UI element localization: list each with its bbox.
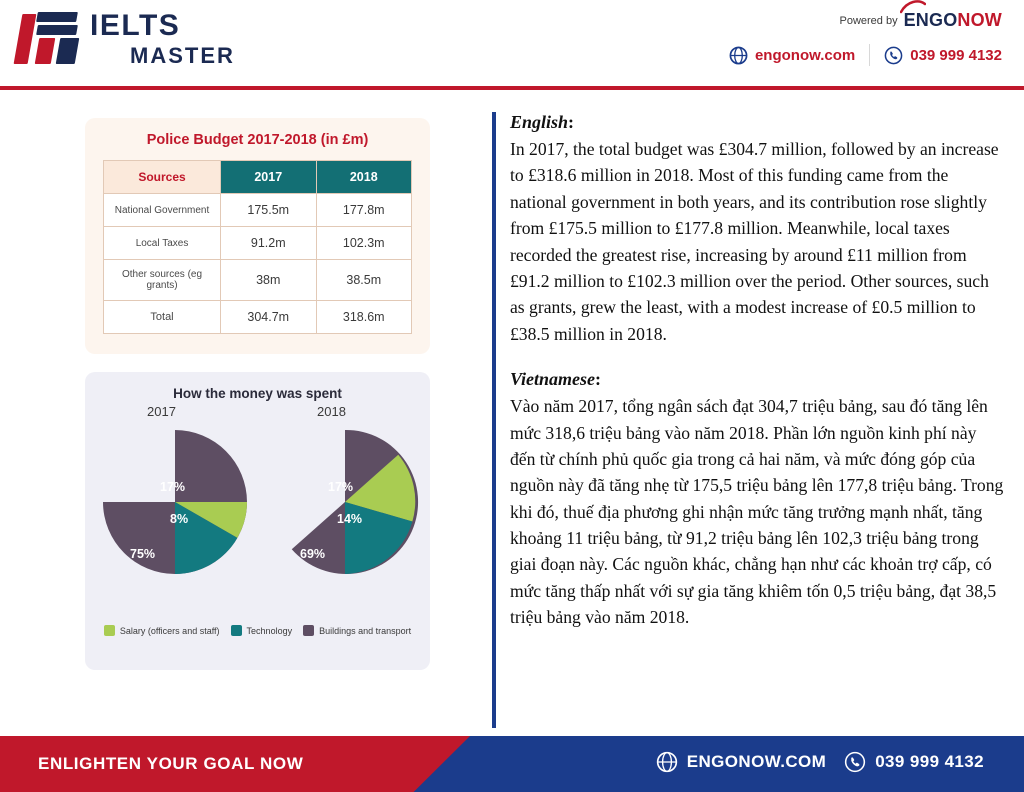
footer-website-link[interactable] [656, 751, 826, 773]
ielts-master-logo-icon [18, 10, 80, 68]
pie-year-label-2017: 2017 [147, 404, 176, 419]
vietnamese-heading-colon: : [595, 369, 601, 390]
pie-label-2018-salary: 17% [328, 480, 354, 494]
cell-national-government-2018: 177.8m [316, 194, 412, 227]
legend-label-salary: Salary (officers and staff) [119, 625, 220, 636]
header-contact-row [729, 44, 1002, 66]
globe-icon [729, 46, 748, 65]
vietnamese-heading-text: Vietnamese [510, 369, 595, 390]
cell-other-sources-2017: 38m [221, 260, 316, 301]
phone-icon [844, 751, 866, 773]
header-divider [869, 44, 870, 66]
pie-label-2018-buildings: 69% [300, 547, 326, 561]
right-column [492, 112, 1004, 631]
col-header-2017: 2017 [221, 161, 316, 194]
header-phone-text: 039 999 4132 [910, 46, 1002, 64]
logo-line-2: MASTER [130, 43, 235, 68]
footer-phone-link[interactable] [844, 751, 984, 773]
header-bottom-rule [0, 86, 1024, 90]
left-column [85, 118, 430, 670]
english-section-heading [510, 112, 1004, 133]
col-header-2018: 2018 [316, 161, 412, 194]
legend-label-technology: Technology [246, 625, 293, 636]
pie-label-2017-buildings: 75% [130, 547, 156, 561]
pie-chart-2018 [270, 427, 420, 577]
header-website-link[interactable] [729, 46, 855, 65]
legend-swatch-technology [231, 625, 242, 636]
pie-chart-2017 [100, 427, 250, 577]
legend-swatch-salary [104, 625, 115, 636]
english-heading-text: English [510, 112, 569, 132]
table-row [104, 227, 412, 260]
english-body-text: In 2017, the total budget was £304.7 million, followed by an increase to £318.6 million in 2018. Most of this funding came from the national government in both years, and its contribution rose slightly from £175.5 million to £177.8 million. Meanwhile, local taxes recorded the greatest rise, increasing by around £11 million from £91.2 million to £102.3 million over the period. Other sources, such as grants, grew the least, with a modest increase of £0.5 million to £38.5 million in 2018. [510, 139, 999, 344]
footer-phone-text: 039 999 4132 [875, 752, 984, 771]
powered-by-block [840, 10, 1003, 31]
powered-brand-now: NOW [957, 10, 1002, 30]
budget-table-title: Police Budget 2017-2018 (in £m) [146, 132, 369, 148]
pie-chart-legend [85, 625, 430, 636]
swoosh-icon [900, 0, 926, 15]
col-header-sources: Sources [104, 161, 221, 194]
footer-contact-row [656, 751, 984, 773]
legend-item-buildings [303, 625, 411, 636]
brand-logo[interactable] [18, 10, 235, 68]
cell-total-2017: 304.7m [221, 301, 316, 334]
cell-local-taxes-2018: 102.3m [316, 227, 412, 260]
header-website-text: engonow.com [754, 46, 856, 64]
header-phone-link[interactable] [884, 46, 1002, 65]
row-label-total: Total [104, 301, 221, 334]
page-footer [0, 736, 1024, 792]
logo-line-1: IELTS [90, 9, 181, 42]
cell-national-government-2017: 175.5m [221, 194, 316, 227]
table-row [104, 194, 412, 227]
pie-label-2017-technology: 8% [170, 512, 189, 526]
pie-year-label-2018: 2018 [317, 404, 346, 419]
cell-total-2018: 318.6m [316, 301, 412, 334]
section-spacer [510, 347, 1004, 369]
table-row [104, 301, 412, 334]
pie-label-2018-technology: 14% [337, 512, 363, 526]
legend-item-salary [104, 625, 220, 636]
pie-label-2017-salary: 17% [160, 480, 186, 494]
legend-item-technology [231, 625, 293, 636]
budget-table [103, 160, 412, 334]
row-label-other-sources: Other sources (eg grants) [104, 260, 221, 301]
page-header [0, 0, 1024, 86]
pie-chart-title: How the money was spent [173, 386, 342, 401]
legend-label-buildings: Buildings and transport [319, 625, 412, 636]
phone-icon [884, 46, 903, 65]
budget-table-card [85, 118, 430, 354]
table-header-row [104, 161, 412, 194]
footer-slogan: ENLIGHTEN YOUR GOAL NOW [38, 754, 304, 773]
globe-icon [656, 751, 678, 773]
english-heading-colon: : [568, 112, 575, 132]
vietnamese-section-heading [510, 369, 1004, 390]
row-label-national-government: National Government [104, 194, 221, 227]
row-label-local-taxes: Local Taxes [104, 227, 221, 260]
vietnamese-body-text: Vào năm 2017, tổng ngân sách đạt 304,7 triệu bảng, sau đó tăng lên mức 318,6 triệu bảng vào năm 2018. Phần lớn nguồn kinh phí này đến từ chính phủ quốc gia trong cả hai năm, và mức đóng góp của nguồn này đã tăng nhẹ từ 175,5 triệu bảng lên 177,8 triệu bảng. Trong khi đó, thuế địa phương ghi nhận mức tăng trưởng mạnh nhất, tăng khoảng 11 triệu bảng, từ 91,2 triệu bảng lên 102,3 triệu bảng trong giai đoạn này. Các nguồn khác, chẳng hạn như các khoản trợ cấp, có mức tăng thấp nhất với sự gia tăng khiêm tốn 0,5 triệu bảng, đạt 38,5 triệu bảng vào năm 2018. [510, 396, 1004, 628]
table-row [104, 260, 412, 301]
cell-other-sources-2018: 38.5m [316, 260, 412, 301]
pie-chart-card [85, 372, 430, 670]
powered-brand-engo: ENGO [903, 10, 958, 30]
powered-by-label: Powered by [839, 14, 898, 27]
cell-local-taxes-2017: 91.2m [221, 227, 316, 260]
legend-swatch-buildings [303, 625, 314, 636]
footer-website-text: ENGONOW.COM [686, 752, 827, 771]
